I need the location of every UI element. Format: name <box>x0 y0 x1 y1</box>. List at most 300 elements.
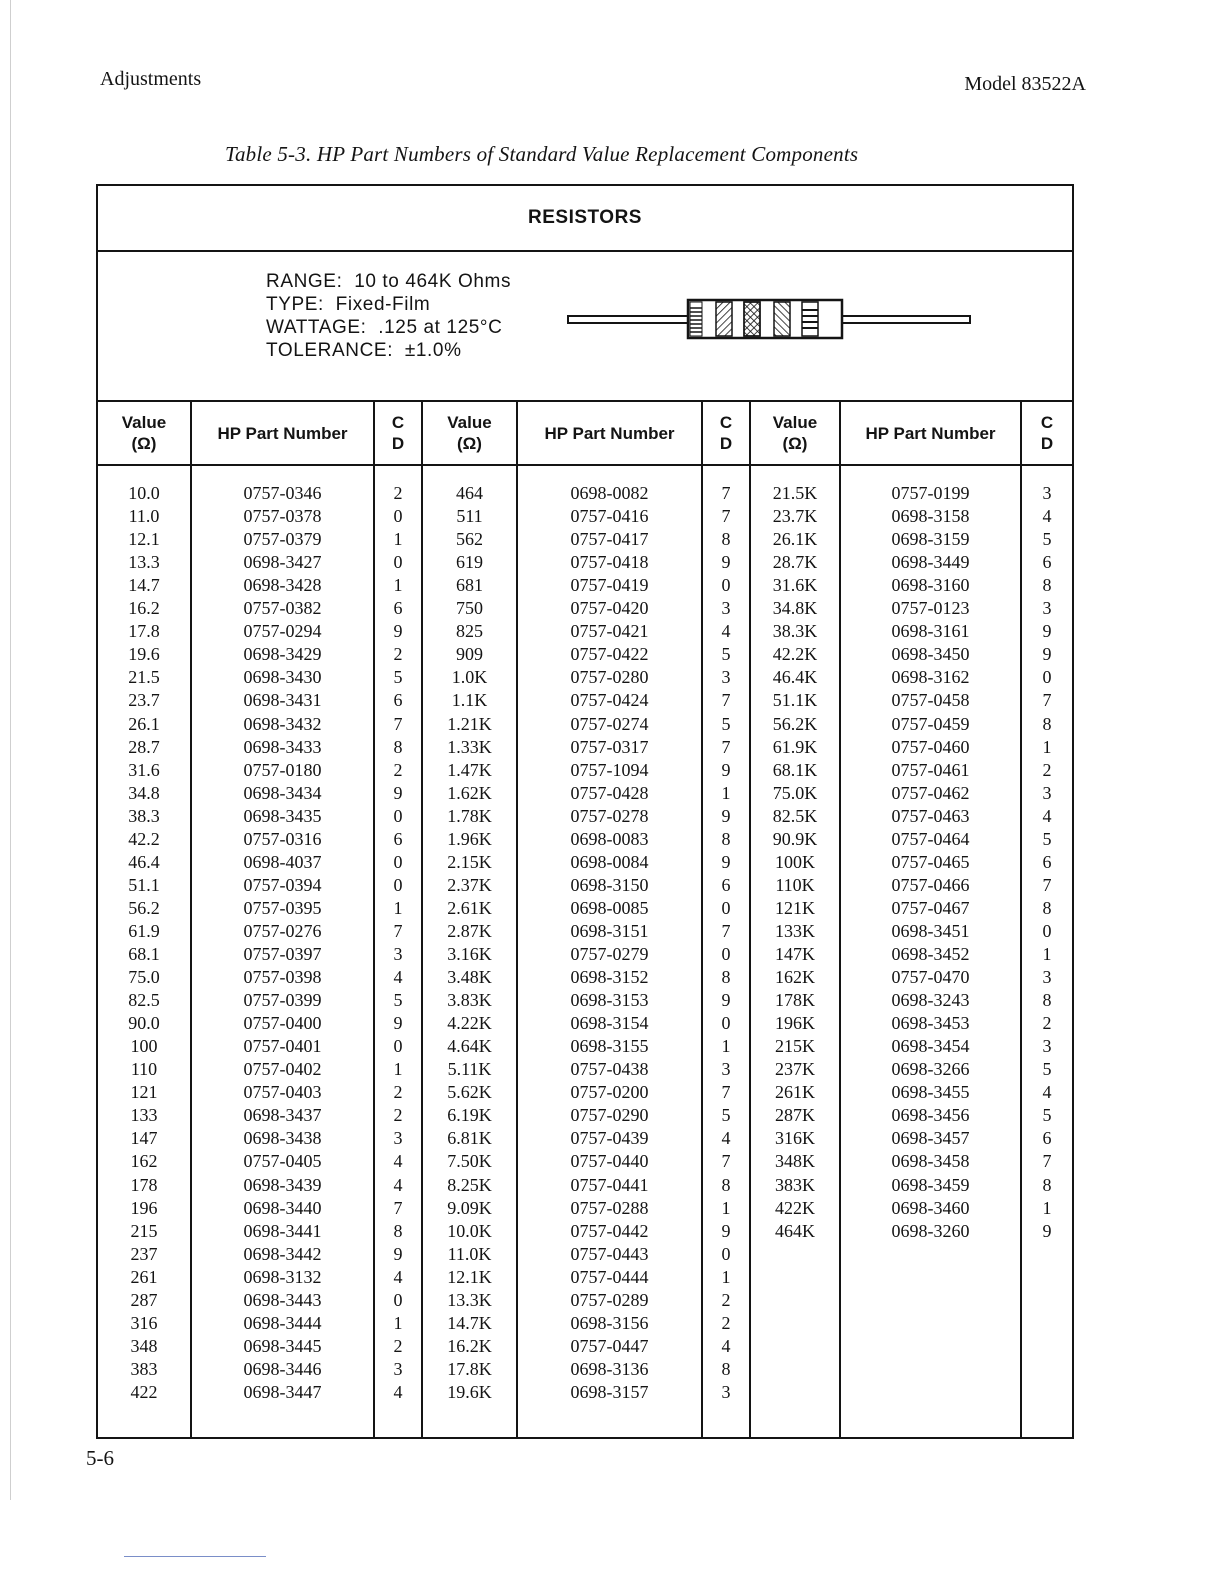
part-number: 0757-0463 <box>891 805 970 826</box>
resistance-value: 9.09K <box>447 1197 492 1218</box>
part-number: 0757-0290 <box>570 1105 649 1126</box>
check-digit: 9 <box>721 1220 731 1241</box>
check-digit: 4 <box>1042 506 1052 527</box>
resistance-value: 46.4 <box>128 851 160 872</box>
part-number: 0757-0278 <box>570 805 649 826</box>
resistance-value: 3.16K <box>447 944 492 964</box>
resistance-value: 42.2K <box>772 644 818 665</box>
check-digit: 0 <box>1042 667 1052 688</box>
resistance-value: 422K <box>775 1197 815 1218</box>
check-digit: 4 <box>721 1128 731 1149</box>
part-number: 0698-3459 <box>891 1174 970 1195</box>
resistance-value: 28.7K <box>772 552 818 573</box>
part-number: 0757-0395 <box>243 897 322 918</box>
part-number: 0698-3444 <box>243 1312 322 1333</box>
model-number: Model 83522A <box>964 73 1086 95</box>
part-number: 0757-0428 <box>570 782 649 803</box>
check-digit: 8 <box>721 1174 731 1195</box>
resistance-value: 6.19K <box>447 1105 492 1126</box>
resistance-value: 19.6K <box>447 1381 492 1402</box>
part-number: 0757-0289 <box>570 1289 649 1310</box>
part-number: 0698-3243 <box>891 990 970 1011</box>
check-digit: 4 <box>393 1151 403 1172</box>
check-digit: 4 <box>1042 805 1052 826</box>
resistance-value: 464K <box>775 1220 815 1241</box>
part-number: 0698-3458 <box>891 1151 970 1172</box>
part-number: 0698-3432 <box>243 713 322 734</box>
check-digit: 8 <box>721 967 731 988</box>
resistance-value: 90.0 <box>128 1013 160 1034</box>
resistance-value: 562 <box>456 529 483 550</box>
part-number: 0757-0400 <box>243 1013 322 1034</box>
part-number: 0698-3447 <box>243 1381 322 1402</box>
check-digit: 6 <box>393 828 403 849</box>
resistance-value: 178K <box>775 990 815 1011</box>
check-digit: 2 <box>1042 759 1052 780</box>
part-number: 0757-0180 <box>243 759 322 780</box>
resistance-value: 5.62K <box>447 1082 492 1103</box>
check-digit: 2 <box>393 759 403 780</box>
resistor-specs <box>266 270 511 362</box>
part-number: 0757-0424 <box>570 690 649 711</box>
resistance-value: 909 <box>456 644 483 665</box>
check-digit: 7 <box>393 1197 403 1218</box>
part-number: 0698-3159 <box>891 529 970 550</box>
resistance-value: 464 <box>456 483 483 503</box>
part-number: 0757-0200 <box>570 1082 649 1103</box>
check-digit: 1 <box>1042 944 1052 964</box>
part-number: 0698-3427 <box>243 552 322 573</box>
part-number: 0757-0394 <box>243 874 322 895</box>
resistance-value: 178 <box>130 1174 158 1195</box>
part-number: 0757-0417 <box>570 529 649 550</box>
check-digit: 1 <box>1042 736 1052 757</box>
check-digit: 1 <box>721 782 731 803</box>
resistance-value: 133 <box>130 1105 158 1126</box>
resistance-value: 110 <box>130 1059 158 1080</box>
part-number: 0757-0442 <box>570 1220 649 1241</box>
resistance-value: 75.0K <box>772 782 818 803</box>
check-digit: 5 <box>721 1105 731 1126</box>
resistance-value: 237 <box>130 1243 158 1264</box>
part-number: 0698-3428 <box>243 575 322 596</box>
check-digit: 6 <box>393 598 403 619</box>
footer-rule <box>124 1556 266 1557</box>
check-digit: 4 <box>1042 1082 1052 1103</box>
resistance-value: 23.7K <box>772 506 818 527</box>
resistance-value: 16.2 <box>128 598 160 619</box>
resistance-value: 11.0K <box>447 1243 492 1264</box>
part-number: 0698-3445 <box>243 1335 322 1356</box>
part-number: 0698-3441 <box>243 1220 322 1241</box>
resistance-value: 12.1K <box>447 1266 492 1287</box>
check-digit: 8 <box>1042 575 1052 596</box>
part-number: 0757-0464 <box>891 828 970 849</box>
col-header-cd: C D <box>391 413 405 453</box>
spec-tolerance: TOLERANCE: ±1.0% <box>266 340 462 361</box>
part-number: 0757-0398 <box>243 967 322 988</box>
col-header-part: HP Part Number <box>217 423 348 443</box>
check-digit: 3 <box>393 1358 403 1379</box>
resistance-value: 8.25K <box>447 1174 492 1195</box>
check-digit: 9 <box>721 990 731 1011</box>
resistance-value: 14.7 <box>128 575 160 596</box>
part-number: 0698-3452 <box>891 944 970 964</box>
resistance-value: 619 <box>456 552 483 573</box>
resistance-value: 110K <box>775 874 815 895</box>
col-header-part: HP Part Number <box>544 423 675 443</box>
part-number: 0698-3454 <box>891 1036 970 1057</box>
part-number: 0757-0280 <box>570 667 649 688</box>
resistance-value: 13.3 <box>128 552 160 573</box>
part-number: 0757-0294 <box>243 621 322 642</box>
part-number: 0757-0123 <box>891 598 970 619</box>
part-number: 0757-0401 <box>243 1036 322 1057</box>
resistance-value: 12.1 <box>128 529 160 550</box>
check-digit: 8 <box>721 828 731 849</box>
check-digit: 2 <box>721 1312 731 1333</box>
check-digit: 9 <box>393 1013 403 1034</box>
resistance-value: 3.83K <box>447 990 492 1011</box>
resistance-value: 1.78K <box>447 805 492 826</box>
resistance-value: 46.4K <box>772 667 818 688</box>
resistance-value: 16.2K <box>447 1335 492 1356</box>
part-number: 0757-0421 <box>570 621 649 642</box>
part-number: 0757-1094 <box>570 759 649 780</box>
resistance-value: 1.47K <box>447 759 492 780</box>
check-digit: 2 <box>393 1335 403 1356</box>
resistance-value: 42.2 <box>128 828 160 849</box>
resistance-value: 1.62K <box>447 782 492 803</box>
resistance-value: 14.7K <box>447 1312 492 1333</box>
check-digit: 7 <box>393 920 403 941</box>
part-number: 0757-0443 <box>570 1243 649 1264</box>
check-digit: 5 <box>1042 1059 1052 1080</box>
resistance-value: 31.6 <box>128 759 160 780</box>
resistance-value: 4.22K <box>447 1013 492 1034</box>
check-digit: 0 <box>393 506 403 527</box>
resistance-value: 11.0 <box>128 506 160 527</box>
part-number: 0757-0403 <box>243 1082 322 1103</box>
check-digit: 1 <box>393 1059 403 1080</box>
part-number: 0698-3154 <box>570 1013 649 1034</box>
check-digit: 7 <box>721 483 731 503</box>
part-number: 0757-0399 <box>243 990 322 1011</box>
part-number: 0757-0460 <box>891 736 970 757</box>
resistance-value: 10.0K <box>447 1220 492 1241</box>
resistance-value: 61.9 <box>128 920 160 941</box>
check-digit: 2 <box>393 1105 403 1126</box>
part-number: 0698-3451 <box>891 920 970 941</box>
part-number: 0757-0439 <box>570 1128 649 1149</box>
resistance-value: 82.5 <box>128 990 160 1011</box>
resistance-value: 90.9K <box>772 828 818 849</box>
resistance-value: 162 <box>130 1151 158 1172</box>
check-digit: 4 <box>721 1335 731 1356</box>
resistance-value: 1.33K <box>447 736 492 757</box>
part-number: 0698-0082 <box>570 483 649 503</box>
part-number: 0698-3429 <box>243 644 322 665</box>
part-number: 0757-0458 <box>891 690 970 711</box>
part-number: 0698-3161 <box>891 621 970 642</box>
resistance-value: 100 <box>130 1036 158 1057</box>
resistance-value: 750 <box>456 598 483 619</box>
resistor-table <box>96 184 1074 1439</box>
col-header-cd: C D <box>1040 413 1054 453</box>
resistance-value: 17.8K <box>447 1358 492 1379</box>
check-digit: 3 <box>1042 782 1052 803</box>
part-number: 0698-3260 <box>891 1220 970 1241</box>
check-digit: 0 <box>721 944 731 964</box>
check-digit: 4 <box>393 1174 403 1195</box>
check-digit: 2 <box>393 483 403 503</box>
check-digit: 0 <box>393 1036 403 1057</box>
resistance-value: 23.7 <box>128 690 160 711</box>
part-number: 0698-3155 <box>570 1036 649 1057</box>
part-number: 0757-0419 <box>570 575 649 596</box>
resistance-value: 383 <box>130 1358 158 1379</box>
part-number: 0757-0441 <box>570 1174 649 1195</box>
part-number: 0757-0444 <box>570 1266 649 1287</box>
resistance-value: 196K <box>775 1013 815 1034</box>
part-number: 0698-3455 <box>891 1082 970 1103</box>
part-number: 0757-0422 <box>570 644 649 665</box>
check-digit: 2 <box>393 644 403 665</box>
check-digit: 3 <box>393 944 403 964</box>
resistance-value: 1.21K <box>447 713 492 734</box>
check-digit: 1 <box>393 575 403 596</box>
resistance-value: 6.81K <box>447 1128 492 1149</box>
check-digit: 3 <box>721 598 731 619</box>
check-digit: 6 <box>1042 851 1052 872</box>
resistance-value: 1.1K <box>451 690 488 711</box>
check-digit: 7 <box>1042 1151 1052 1172</box>
part-number: 0757-0466 <box>891 874 970 895</box>
part-number: 0698-3460 <box>891 1197 970 1218</box>
check-digit: 6 <box>393 690 403 711</box>
page-number: 5-6 <box>86 1446 114 1470</box>
check-digit: 1 <box>393 1312 403 1333</box>
part-number: 0698-3433 <box>243 736 322 757</box>
check-digit: 1 <box>721 1197 731 1218</box>
part-number: 0698-3156 <box>570 1312 649 1333</box>
resistance-value: 348K <box>775 1151 815 1172</box>
check-digit: 6 <box>1042 1128 1052 1149</box>
part-number: 0757-0467 <box>891 897 970 918</box>
check-digit: 1 <box>721 1266 731 1287</box>
check-digit: 5 <box>721 713 731 734</box>
resistance-value: 316 <box>130 1312 158 1333</box>
table-title: RESISTORS <box>98 186 1072 252</box>
resistance-value: 13.3K <box>447 1289 492 1310</box>
resistance-value: 261 <box>130 1266 158 1287</box>
resistance-value: 51.1 <box>128 874 160 895</box>
resistance-value: 511 <box>456 506 483 527</box>
part-number: 0757-0418 <box>570 552 649 573</box>
check-digit: 8 <box>1042 713 1052 734</box>
part-number: 0698-3443 <box>243 1289 322 1310</box>
check-digit: 4 <box>393 1381 403 1402</box>
col-header-cd: C D <box>719 413 733 453</box>
part-number: 0757-0199 <box>891 483 970 503</box>
part-number: 0757-0402 <box>243 1059 322 1080</box>
check-digit: 0 <box>721 1013 731 1034</box>
check-digit: 0 <box>393 874 403 895</box>
check-digit: 1 <box>1042 1197 1052 1218</box>
part-number: 0757-0420 <box>570 598 649 619</box>
check-digit: 7 <box>721 506 731 527</box>
resistance-value: 1.0K <box>451 667 488 688</box>
part-number: 0757-0378 <box>243 506 322 527</box>
check-digit: 0 <box>721 1243 731 1264</box>
part-number: 0698-3439 <box>243 1174 322 1195</box>
resistance-value: 21.5 <box>128 667 160 688</box>
check-digit: 7 <box>393 713 403 734</box>
resistance-value: 68.1K <box>772 759 818 780</box>
table-caption: Table 5-3. HP Part Numbers of Standard Value Replacement Components <box>225 142 859 166</box>
part-number: 0757-0440 <box>570 1151 649 1172</box>
resistance-value: 147K <box>775 944 815 964</box>
resistance-value: 100K <box>775 851 815 872</box>
check-digit: 6 <box>721 874 731 895</box>
check-digit: 0 <box>1042 920 1052 941</box>
part-number: 0698-3153 <box>570 990 649 1011</box>
part-number: 0757-0438 <box>570 1059 649 1080</box>
check-digit: 3 <box>721 667 731 688</box>
part-number: 0757-0461 <box>891 759 970 780</box>
part-number: 0698-3456 <box>891 1105 970 1126</box>
check-digit: 8 <box>721 529 731 550</box>
check-digit: 7 <box>721 736 731 757</box>
resistance-value: 34.8 <box>128 782 160 803</box>
part-number: 0698-0085 <box>570 897 649 918</box>
resistance-value: 237K <box>775 1059 815 1080</box>
check-digit: 3 <box>393 1128 403 1149</box>
part-number: 0698-4037 <box>243 851 322 872</box>
resistance-value: 21.5K <box>772 483 818 503</box>
resistance-value: 7.50K <box>447 1151 492 1172</box>
check-digit: 2 <box>721 1289 731 1310</box>
resistance-value: 162K <box>775 967 815 988</box>
check-digit: 9 <box>393 782 403 803</box>
part-number: 0757-0276 <box>243 920 322 941</box>
resistance-value: 34.8K <box>772 598 818 619</box>
check-digit: 5 <box>721 644 731 665</box>
check-digit: 1 <box>721 1036 731 1057</box>
resistance-value: 196 <box>130 1197 158 1218</box>
part-number: 0698-3162 <box>891 667 970 688</box>
check-digit: 3 <box>1042 967 1052 988</box>
resistance-value: 68.1 <box>128 944 160 964</box>
resistance-value: 5.11K <box>447 1059 492 1080</box>
resistance-value: 2.37K <box>447 874 492 895</box>
check-digit: 9 <box>393 621 403 642</box>
check-digit: 5 <box>1042 1105 1052 1126</box>
check-digit: 5 <box>393 990 403 1011</box>
part-number: 0757-0405 <box>243 1151 322 1172</box>
part-number: 0757-0465 <box>891 851 970 872</box>
col-header-part: HP Part Number <box>865 423 996 443</box>
part-number: 0757-0346 <box>243 483 322 503</box>
resistance-value: 26.1 <box>128 713 160 734</box>
resistance-value: 28.7 <box>128 736 160 757</box>
resistance-value: 261K <box>775 1082 815 1103</box>
check-digit: 8 <box>393 1220 403 1241</box>
part-number: 0757-0382 <box>243 598 322 619</box>
check-digit: 5 <box>393 667 403 688</box>
resistance-value: 2.15K <box>447 851 492 872</box>
resistance-value: 61.9K <box>772 736 818 757</box>
part-number: 0698-3150 <box>570 874 649 895</box>
part-number: 0698-3440 <box>243 1197 322 1218</box>
part-number: 0698-3437 <box>243 1105 322 1126</box>
check-digit: 7 <box>721 690 731 711</box>
check-digit: 9 <box>721 552 731 573</box>
check-digit: 9 <box>721 851 731 872</box>
part-number: 0698-3453 <box>891 1013 970 1034</box>
resistance-value: 56.2 <box>128 897 160 918</box>
resistance-value: 26.1K <box>772 529 818 550</box>
check-digit: 5 <box>1042 828 1052 849</box>
part-number: 0757-0317 <box>570 736 649 757</box>
check-digit: 9 <box>1042 621 1052 642</box>
part-number: 0698-3434 <box>243 782 322 803</box>
part-number: 0757-0447 <box>570 1335 649 1356</box>
part-number: 0698-3442 <box>243 1243 322 1264</box>
part-number: 0698-3449 <box>891 552 970 573</box>
part-number: 0698-3152 <box>570 967 649 988</box>
check-digit: 8 <box>393 736 403 757</box>
part-number: 0757-0379 <box>243 529 322 550</box>
resistance-value: 56.2K <box>772 713 818 734</box>
resistance-value: 4.64K <box>447 1036 492 1057</box>
check-digit: 1 <box>393 897 403 918</box>
spec-type: TYPE: Fixed-Film <box>266 294 431 315</box>
check-digit: 0 <box>393 552 403 573</box>
check-digit: 4 <box>393 1266 403 1287</box>
resistance-value: 3.48K <box>447 967 492 988</box>
check-digit: 0 <box>393 851 403 872</box>
check-digit: 8 <box>1042 897 1052 918</box>
check-digit: 4 <box>393 967 403 988</box>
col-header-value: Value (Ω) <box>121 413 167 453</box>
col-header-value: Value (Ω) <box>772 413 818 453</box>
part-number: 0757-0274 <box>570 713 649 734</box>
resistance-value: 133K <box>775 920 815 941</box>
part-number: 0757-0288 <box>570 1197 649 1218</box>
check-digit: 2 <box>1042 1013 1052 1034</box>
scan-edge-line <box>10 0 11 1500</box>
resistance-value: 121 <box>130 1082 158 1103</box>
resistance-value: 383K <box>775 1174 815 1195</box>
check-digit: 9 <box>721 759 731 780</box>
check-digit: 9 <box>393 1243 403 1264</box>
part-number: 0757-0316 <box>243 828 322 849</box>
resistance-value: 1.96K <box>447 828 492 849</box>
check-digit: 9 <box>721 805 731 826</box>
part-number: 0698-3266 <box>891 1059 970 1080</box>
resistance-value: 681 <box>456 575 483 596</box>
part-number: 0698-3435 <box>243 805 322 826</box>
resistance-value: 31.6K <box>772 575 818 596</box>
part-number: 0698-3446 <box>243 1358 322 1379</box>
part-number: 0698-3157 <box>570 1381 649 1402</box>
check-digit: 7 <box>1042 874 1052 895</box>
check-digit: 6 <box>1042 552 1052 573</box>
resistance-value: 17.8 <box>128 621 160 642</box>
check-digit: 5 <box>1042 529 1052 550</box>
check-digit: 3 <box>1042 483 1052 503</box>
